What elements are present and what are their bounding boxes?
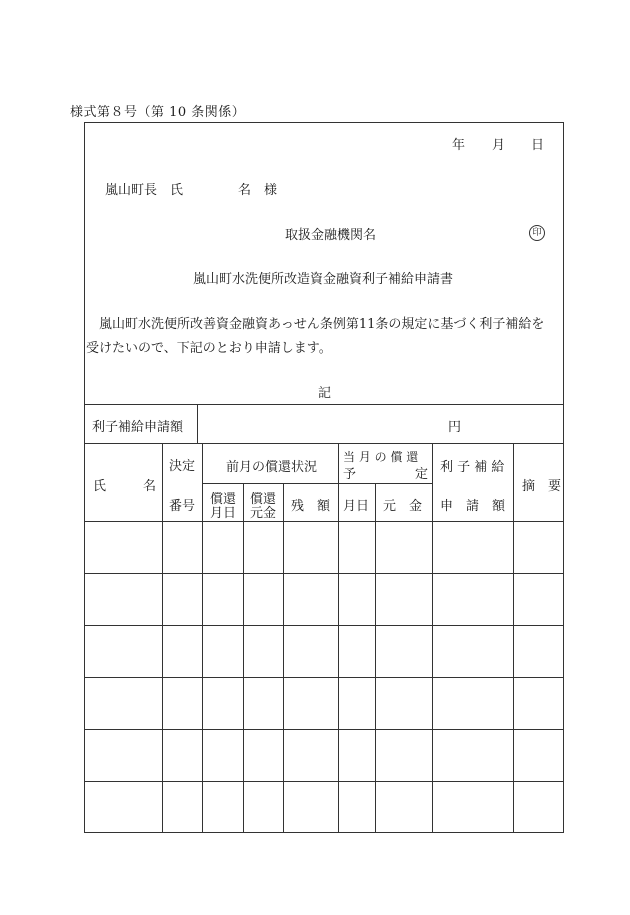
amount-field[interactable]: 円 — [448, 420, 462, 435]
institution-label: 取扱金融機関名 — [285, 228, 377, 243]
table-row[interactable] — [84, 677, 564, 729]
header-principal: 元 金 — [383, 499, 423, 514]
date-year-label: 年 — [452, 138, 466, 153]
header-decision-bottom: 番号 — [169, 499, 196, 514]
header-sub-rule-prev — [202, 483, 338, 484]
amount-label: 利子補給申請額 — [92, 420, 184, 435]
body-text: 嵐山町水洗便所改善資金融資あっせん条例第11条の規定に基づく利子補給を受けたいので、下記のとおり申請します。 — [86, 317, 545, 356]
header-balance: 残 額 — [291, 499, 331, 514]
addressee-title: 嵐山町長 — [105, 183, 158, 198]
table-row[interactable] — [84, 625, 564, 677]
header-repay-date-l1: 償還 — [210, 492, 237, 507]
date-day-label: 日 — [531, 138, 545, 153]
form-number: 様式第８号（第 10 条関係） — [70, 105, 246, 120]
seal-mark: 印 — [529, 225, 545, 241]
header-name-part2: 名 — [143, 479, 157, 494]
table-row[interactable] — [84, 781, 564, 833]
addressee-name-suffix: 名 — [238, 183, 252, 198]
date-month-label: 月 — [492, 138, 506, 153]
table-row[interactable] — [84, 729, 564, 781]
header-curr-month-yo: 予 — [343, 467, 357, 482]
note-mark: 記 — [318, 386, 332, 401]
header-repay-principal-l2: 元金 — [250, 506, 277, 521]
addressee-honorific: 様 — [264, 183, 278, 198]
header-curr-month-l1: 当 月 の 償 還 — [343, 450, 419, 464]
header-decision-top: 決定 — [169, 459, 196, 474]
amount-row-top-rule — [84, 404, 564, 405]
header-name-part1: 氏 — [93, 479, 107, 494]
amount-row-bottom-rule — [84, 443, 564, 444]
header-subsidy-l2: 申 請 額 — [440, 499, 506, 514]
header-repay-date-l2: 月日 — [210, 506, 237, 521]
table-row[interactable] — [84, 521, 564, 573]
header-remarks: 摘 要 — [522, 479, 562, 494]
amount-row-divider — [197, 404, 198, 443]
header-repay-principal-l1: 償還 — [250, 492, 277, 507]
table-row[interactable] — [84, 573, 564, 625]
header-sub-rule-curr — [338, 483, 432, 484]
addressee-name-label: 氏 — [170, 183, 184, 198]
header-month-day: 月日 — [343, 499, 370, 514]
header-prev-month-group: 前月の償還状況 — [226, 460, 318, 475]
document-title: 嵐山町水洗便所改造資金融資利子補給申請書 — [193, 272, 454, 287]
header-curr-month-tei: 定 — [415, 467, 429, 482]
header-subsidy-l1: 利 子 補 給 — [440, 460, 505, 475]
